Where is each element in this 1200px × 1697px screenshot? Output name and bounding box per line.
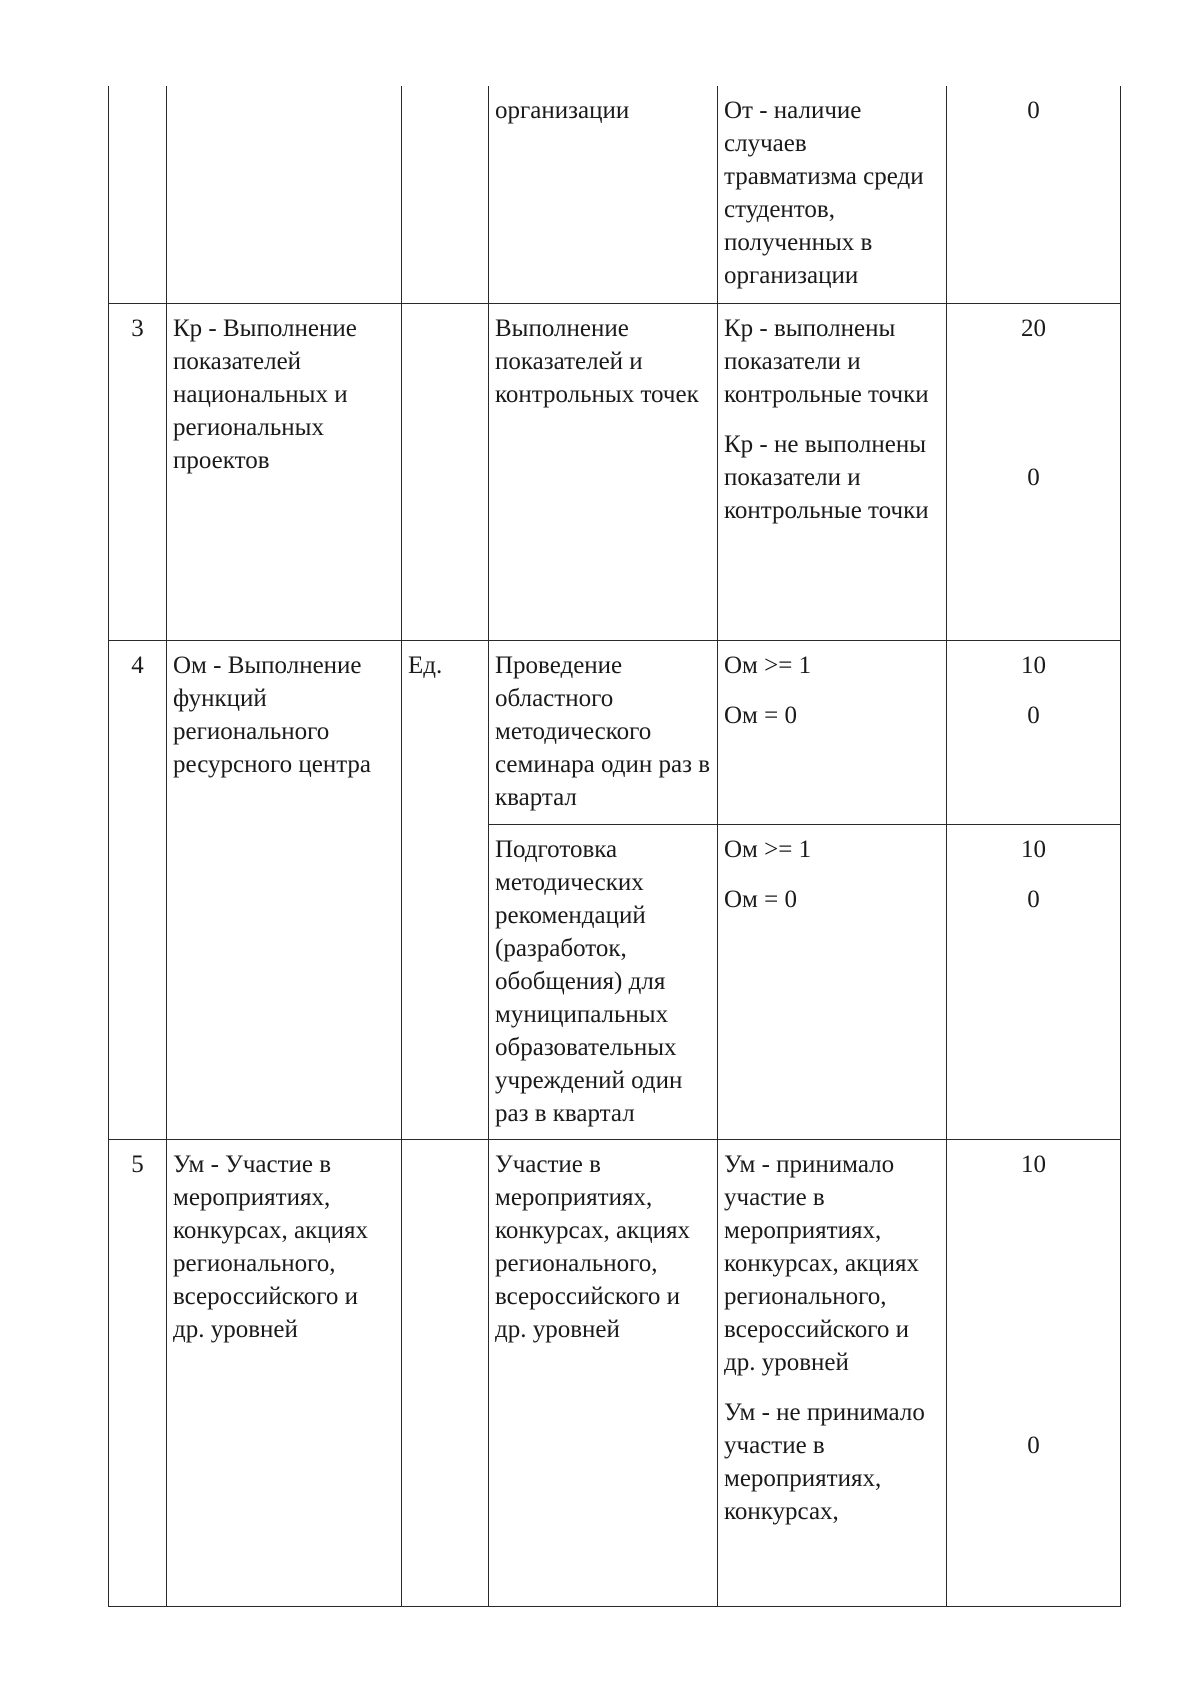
score-value: 10 — [1021, 651, 1046, 679]
row-number: 5 — [109, 1139, 167, 1606]
row-criterion — [167, 86, 402, 303]
row-unit — [402, 1139, 489, 1606]
table-row — [109, 86, 1121, 303]
score-value: 20 — [1021, 314, 1046, 342]
row-number — [109, 86, 167, 303]
row-unit: Ед. — [402, 640, 489, 1139]
row-score — [947, 824, 1121, 1139]
row-evaluation-criteria — [718, 1139, 947, 1606]
row-evaluation-criteria — [718, 640, 947, 824]
score-value: 0 — [1027, 463, 1040, 491]
row-criterion: Кр - Выполнение показателей национальных и региональных проектов — [167, 303, 402, 640]
row-criterion: Ум - Участие в мероприятиях, конкурсах, акциях регионального, всероссийского и др. уровней — [167, 1139, 402, 1606]
evaluation-criterion-text: Ом >= 1 — [724, 651, 812, 679]
row-number: 3 — [109, 303, 167, 640]
row-evaluation-criteria — [718, 86, 947, 303]
evaluation-criterion-text: Ум - не принимало участие в мероприятиях, конкурсах, — [724, 1398, 925, 1525]
evaluation-criterion-text: Ом = 0 — [724, 701, 797, 729]
row-indicator: организации — [489, 86, 718, 303]
row-indicator: Проведение областного методического семинара один раз в квартал — [489, 640, 718, 824]
score-value: 10 — [1021, 1150, 1046, 1178]
score-value: 0 — [1027, 97, 1040, 124]
row-evaluation-criteria — [718, 824, 947, 1139]
row-evaluation-criteria — [718, 303, 947, 640]
criteria-table — [108, 86, 1121, 1607]
row-unit — [402, 86, 489, 303]
evaluation-criterion-text: От - наличие случаев травматизма среди студентов, полученных в организации — [724, 97, 924, 289]
table-row — [109, 303, 1121, 640]
row-criterion: Ом - Выполнение функций регионального ресурсного центра — [167, 640, 402, 1139]
evaluation-criterion-text: Ум - принимало участие в мероприятиях, конкурсах, акциях регионального, всероссийского и др. уровней — [724, 1150, 920, 1376]
row-score — [947, 1139, 1121, 1606]
row-score — [947, 640, 1121, 824]
score-value: 10 — [1021, 835, 1046, 863]
table-row — [109, 640, 1121, 824]
table-row — [109, 1139, 1121, 1606]
evaluation-criterion-text: Кр - выполнены показатели и контрольные точки — [724, 314, 929, 408]
row-indicator: Выполнение показателей и контрольных точек — [489, 303, 718, 640]
score-value: 0 — [1027, 701, 1040, 729]
document-page — [108, 86, 1120, 1607]
row-score — [947, 303, 1121, 640]
evaluation-criterion-text: Ом >= 1 — [724, 835, 812, 863]
score-value: 0 — [1027, 1431, 1040, 1459]
evaluation-criterion-text: Ом = 0 — [724, 885, 797, 913]
row-score — [947, 86, 1121, 303]
row-unit — [402, 303, 489, 640]
score-value: 0 — [1027, 885, 1040, 913]
evaluation-criterion-text: Кр - не выполнены показатели и контрольные точки — [724, 430, 929, 524]
row-number: 4 — [109, 640, 167, 1139]
row-indicator: Подготовка методических рекомендаций (разработок, обобщения) для муниципальных образовательных учреждений один раз в квартал — [489, 824, 718, 1139]
row-indicator: Участие в мероприятиях, конкурсах, акциях регионального, всероссийского и др. уровней — [489, 1139, 718, 1606]
